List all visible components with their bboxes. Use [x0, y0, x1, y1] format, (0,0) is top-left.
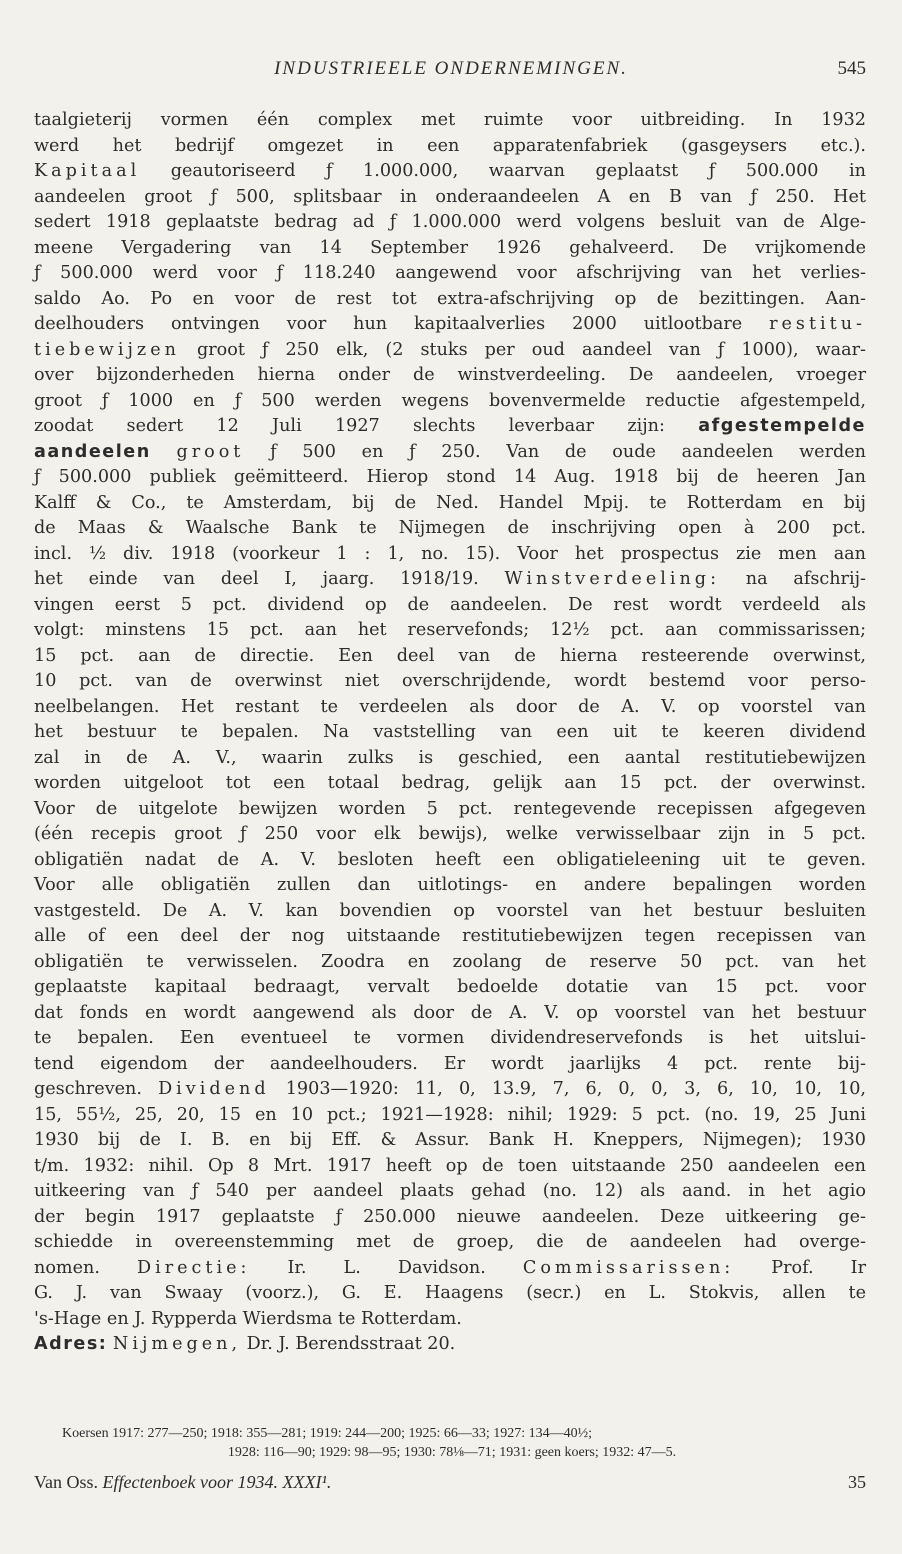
text-segment: 1903—1920: 11, 0, 13.9, 7, 6, 0, 0, 3, 6, 10, 10, 10,: [269, 1079, 867, 1099]
text-segment: t/m. 1932: nihil. Op 8 Mrt. 1917 heeft op de toen uitstaande 250 aandeelen een: [34, 1155, 866, 1176]
text-segment: 15 pct. aan de directie. Een deel van de hierna resteerende overwinst,: [34, 645, 866, 666]
text-line: [34, 516, 866, 542]
text-segment: aandeelen groot ƒ 500, splitsbaar in onderaandeelen A en B van ƒ 250. Het: [34, 186, 866, 207]
text-line: [34, 950, 866, 976]
text-line: [34, 1281, 866, 1307]
text-line: [34, 771, 866, 797]
text-segment: vingen eerst 5 pct. dividend op de aandeelen. De rest wordt verdeeld als: [34, 594, 866, 615]
text-segment: Prof. Ir: [734, 1257, 866, 1278]
text-segment: groot ƒ 250 elk, (2 stuks per oud aandeel van ƒ 1000), waar-: [179, 339, 866, 360]
text-line: [34, 593, 866, 619]
text-line: [34, 185, 866, 211]
text-segment: tend eigendom der aandeelhouders. Er wordt jaarlijks 4 pct. rente bij-: [34, 1053, 866, 1074]
text-segment: het einde van deel I, jaarg. 1918/19.: [34, 569, 505, 589]
page-title: INDUSTRIEELE ONDERNEMINGEN.: [274, 58, 628, 79]
text-line: [34, 465, 866, 491]
text-segment: Voor de uitgelote bewijzen worden 5 pct. rentegevende recepissen afgegeven: [34, 798, 866, 819]
text-segment: Ir. L. Davidson.: [250, 1257, 523, 1278]
text-line: [34, 848, 866, 874]
text-segment: Kalff & Co., te Amsterdam, bij de Ned. Handel Mpij. te Rotterdam en bij: [34, 492, 866, 513]
koersen-line-1: Koersen 1917: 277—250; 1918: 355—281; 1919: 244—200; 1925: 66—33; 1927: 134—40½;: [62, 1426, 593, 1441]
emphasis-text: restitu-: [769, 314, 866, 334]
koersen-block: [62, 1424, 842, 1462]
text-line: [34, 108, 866, 134]
text-line: [34, 210, 866, 236]
text-segment: taalgieterij vormen één complex met ruimte voor uitbreiding. In 1932: [34, 110, 866, 130]
text-segment: volgt: minstens 15 pct. aan het reservefonds; 12½ pct. aan commissarissen;: [34, 620, 866, 640]
text-segment: nomen.: [34, 1257, 137, 1278]
text-line: [34, 924, 866, 950]
text-line: [34, 822, 866, 848]
footer-source: [34, 1472, 331, 1493]
text-line: [34, 542, 866, 568]
text-line: [34, 159, 866, 185]
text-line: [34, 644, 866, 670]
text-segment: 1930 bij de I. B. en bij Eff. & Assur. Bank H. Kneppers, Nijmegen); 1930: [34, 1130, 866, 1150]
text-segment: geplaatste kapitaal bedraagt, vervalt bedoelde dotatie van 15 pct. voor: [34, 977, 866, 997]
text-segment: vastgesteld. De A. V. kan bovendien op voorstel van het bestuur besluiten: [34, 900, 866, 921]
text-segment: over bijzonderheden hierna onder de winstverdeeling. De aandeelen, vroeger: [34, 365, 866, 385]
text-line: [34, 389, 866, 415]
text-line: [34, 261, 866, 287]
running-header: [0, 58, 902, 92]
text-line: [34, 134, 866, 160]
text-segment: geautoriseerd ƒ 1.000.000, waarvan geplaatst ƒ 500.000 in: [140, 161, 866, 181]
koersen-line-2: 1928: 116—90; 1929: 98—95; 1930: 78⅛—71; 1931: geen koers; 1932: 47—5.: [227, 1445, 677, 1460]
text-segment: zoodat sedert 12 Juli 1927 slechts leverbaar zijn:: [34, 416, 699, 436]
emphasis-text: tiebewijzen: [34, 339, 180, 360]
emphasis-text: groot: [176, 441, 245, 462]
emphasis-text: Nijmegen,: [112, 1334, 242, 1354]
emphasis-text: afgestempelde: [698, 416, 866, 436]
text-segment: deelhouders ontvingen voor hun kapitaalverlies 2000 uitlootbare: [34, 314, 770, 334]
emphasis-text: aandeelen: [34, 441, 151, 462]
text-segment: neelbelangen. Het restant te verdeelen als door de A. V. op voorstel van: [34, 696, 866, 717]
text-line: [34, 1179, 866, 1205]
text-line: [34, 873, 866, 899]
text-line: [34, 1230, 866, 1256]
text-segment: ƒ 500.000 werd voor ƒ 118.240 aangewend voor afschrijving van het verlies-: [34, 263, 866, 283]
text-segment: worden uitgeloot tot een totaal bedrag, gelijk aan 15 pct. der overwinst.: [34, 773, 866, 793]
emphasis-text: Adres:: [34, 1334, 108, 1354]
text-segment: de Maas & Waalsche Bank te Nijmegen de inschrijving open à 200 pct.: [34, 518, 866, 538]
footer-volume: XXXI¹.: [282, 1472, 332, 1492]
text-segment: obligatiën te verwisselen. Zoodra en zoolang de reserve 50 pct. van het: [34, 951, 866, 972]
emphasis-text: Directie:: [136, 1257, 251, 1278]
emphasis-text: Winstverdeeling:: [504, 569, 721, 589]
body-text: [34, 108, 866, 1358]
text-segment: ƒ 500.000 publiek geëmitteerd. Hierop stond 14 Aug. 1918 bij de heeren Jan: [34, 467, 866, 487]
text-segment: [151, 442, 177, 462]
text-line: [34, 567, 866, 593]
footer-sheet-number: 35: [848, 1472, 866, 1492]
text-line: [34, 1026, 866, 1052]
text-line: [34, 1154, 866, 1180]
text-segment: zal in de A. V., waarin zulks is geschied, een aantal restitutiebewijzen: [34, 747, 866, 768]
text-line: [34, 1332, 866, 1358]
text-line: [34, 312, 866, 338]
text-line: [34, 338, 866, 364]
text-line: [34, 1052, 866, 1078]
text-segment: het bestuur te bepalen. Na vaststelling van een uit te keeren dividend: [34, 722, 866, 742]
text-segment: dat fonds en wordt aangewend als door de A. V. op voorstel van het bestuur: [34, 1002, 866, 1023]
text-segment: na afschrij-: [720, 569, 866, 589]
text-segment: schiedde in overeenstemming met de groep, die de aandeelen had overge-: [34, 1232, 866, 1252]
page-number: 545: [837, 58, 866, 79]
text-line: [34, 236, 866, 262]
text-line: [34, 618, 866, 644]
text-line: [34, 695, 866, 721]
text-segment: ƒ 500 en ƒ 250. Van de oude aandeelen werden: [244, 441, 866, 462]
text-segment: 's-Hage en J. Rypperda Wierdsma te Rotterdam.: [34, 1308, 462, 1329]
text-line: [34, 287, 866, 313]
text-line: [34, 720, 866, 746]
text-segment: uitkeering van ƒ 540 per aandeel plaats gehad (no. 12) als aand. in het agio: [34, 1181, 866, 1201]
text-line: [34, 491, 866, 517]
text-segment: saldo Ao. Po en voor de rest tot extra-afschrijving op de bezittingen. Aan-: [34, 288, 866, 309]
text-line: [34, 363, 866, 389]
text-segment: 10 pct. van de overwinst niet overschrijdende, wordt bestemd voor perso-: [34, 671, 866, 691]
text-segment: Voor alle obligatiën zullen dan uitlotings- en andere bepalingen worden: [34, 875, 866, 895]
text-segment: sedert 1918 geplaatste bedrag ad ƒ 1.000.000 werd volgens besluit van de Alge-: [34, 212, 866, 232]
text-segment: geschreven.: [34, 1079, 159, 1099]
emphasis-text: Commissarissen:: [522, 1257, 735, 1278]
emphasis-text: Kapitaal: [34, 161, 141, 181]
text-line: [34, 1205, 866, 1231]
text-segment: alle of een deel der nog uitstaande restitutiebewijzen tegen recepissen van: [34, 926, 866, 946]
text-line: [34, 1001, 866, 1027]
text-line: [34, 1103, 866, 1129]
text-segment: meene Vergadering van 14 September 1926 gehalveerd. De vrijkomende: [34, 237, 866, 258]
text-line: [34, 1256, 866, 1282]
text-segment: werd het bedrijf omgezet in een apparatenfabriek (gasgeysers etc.).: [34, 135, 866, 156]
text-segment: incl. ½ div. 1918 (voorkeur 1 : 1, no. 15). Voor het prospectus zie men aan: [34, 543, 866, 564]
emphasis-text: Dividend: [158, 1079, 270, 1099]
text-line: [34, 669, 866, 695]
text-segment: Dr. J. Berendsstraat 20.: [241, 1334, 456, 1354]
text-segment: (één recepis groot ƒ 250 voor elk bewijs), welke verwisselbaar zijn in 5 pct.: [34, 824, 866, 844]
text-segment: obligatiën nadat de A. V. besloten heeft een obligatieleening uit te geven.: [34, 849, 866, 870]
text-line: [34, 975, 866, 1001]
text-segment: 15, 55½, 25, 20, 15 en 10 pct.; 1921—1928: nihil; 1929: 5 pct. (no. 19, 25 Juni: [34, 1104, 866, 1125]
text-line: [34, 1307, 866, 1333]
footer-publisher: Van Oss.: [34, 1472, 99, 1492]
text-line: [34, 440, 866, 466]
text-segment: groot ƒ 1000 en ƒ 500 werden wegens bovenvermelde reductie afgestempeld,: [34, 390, 866, 411]
text-line: [34, 746, 866, 772]
text-segment: te bepalen. Een eventueel te vormen dividendreservefonds is het uitslui-: [34, 1028, 866, 1048]
text-line: [34, 1128, 866, 1154]
text-segment: G. J. van Swaay (voorz.), G. E. Haagens (secr.) en L. Stokvis, allen te: [34, 1283, 866, 1303]
text-line: [34, 797, 866, 823]
text-line: [34, 1077, 866, 1103]
footer-book-title: Effectenboek voor 1934.: [102, 1472, 278, 1492]
text-segment: der begin 1917 geplaatste ƒ 250.000 nieuwe aandeelen. Deze uitkeering ge-: [34, 1206, 866, 1227]
text-line: [34, 414, 866, 440]
text-line: [34, 899, 866, 925]
